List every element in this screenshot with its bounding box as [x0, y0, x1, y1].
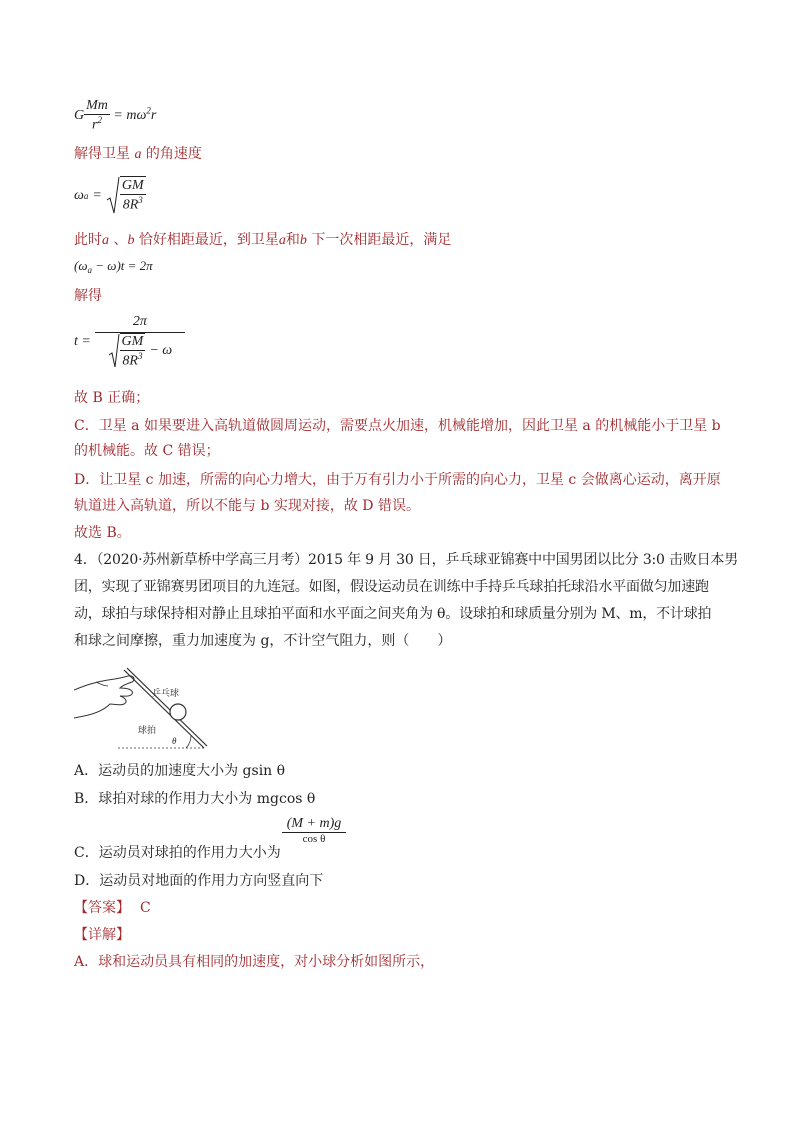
fraction-denominator: r [92, 117, 98, 133]
text-line [74, 496, 420, 516]
option-text: A．运动员的加速度大小为 gsin θ [74, 763, 286, 779]
text-segment: 和 [285, 232, 300, 248]
sqrt-icon [108, 333, 120, 369]
option-d [74, 871, 323, 891]
text-segment: 轨道进入高轨道，所以不能与 b 实现对接，故 D 错误。 [74, 498, 420, 514]
fraction-numerator: 2π [132, 314, 147, 329]
text-segment: A．球和运动员具有相同的加速度，对小球分析如图所示， [74, 954, 435, 970]
question-line [74, 577, 709, 597]
option-c [74, 843, 281, 863]
fraction-numerator: (M + m)g [286, 816, 342, 831]
formula-symbol: G [74, 108, 85, 124]
fraction-denominator: 8R [122, 353, 138, 369]
subscript: a [87, 265, 93, 275]
text-segment: 4．（2020·苏州新草桥中学高三月考）2015 年 9 月 30 日，乒乓球亚锦赛中中国男团以比分 3:0 击败日本男 [74, 552, 739, 568]
text-segment: 和球之间摩擦，重力加速度为 g，不计空气阻力，则（ ） [74, 633, 452, 649]
text-line [74, 230, 451, 251]
racket-label: 球拍 [138, 726, 157, 736]
variable: b [127, 233, 135, 248]
text-line [74, 441, 220, 461]
option-a [74, 761, 285, 781]
formula-symbol: ω [74, 188, 84, 203]
formula-part: − ω)t = 2π [92, 258, 153, 273]
equals-sign: = [92, 188, 102, 203]
subscript: a [83, 191, 89, 201]
text-segment: D．让卫星 c 加速，所需的向心力增大，由于万有引力小于所需的向心力，卫星 c 会做离心运动，离开原 [74, 472, 721, 488]
text-segment: 团，实现了亚锦赛男团项目的九连冠。如图，假设运动员在训练中手持乒乓球拍托球沿水平面做匀加速跑 [74, 579, 709, 595]
question-line [74, 550, 738, 570]
text-segment: C．卫星 a 如果要进入高轨道做圆周运动，需要点火加速，机械能增加，因此卫星 a 的机械能小于卫星 b [74, 418, 721, 434]
text-segment: 解得 [74, 288, 102, 304]
exponent: 3 [138, 195, 143, 206]
option-b [74, 789, 315, 809]
formula-fraction [95, 314, 185, 370]
sqrt-body [120, 333, 146, 370]
text-segment: 的机械能。故 C 错误； [74, 443, 220, 459]
formula-relation [74, 258, 153, 275]
answer-line [74, 898, 151, 918]
fraction-numerator: GM [121, 178, 144, 194]
variable: b [299, 233, 307, 248]
variable: a [134, 147, 142, 162]
text-line [74, 388, 149, 408]
formula-rhs-tail: r [150, 108, 157, 124]
option-text: C．运动员对球拍的作用力大小为 [74, 845, 281, 861]
detail-label [74, 925, 130, 945]
text-segment: 下一次相距最近，满足 [311, 232, 452, 248]
formula-part: (ω [74, 258, 88, 273]
fraction-denominator: cos θ [302, 833, 326, 845]
angle-label: θ [172, 736, 177, 746]
option-text: B．球拍对球的作用力大小为 mgcos θ [74, 791, 316, 807]
fraction-numerator: GM [121, 334, 144, 349]
text-line [74, 286, 102, 306]
formula-angular-velocity [74, 176, 146, 216]
text-line [74, 470, 721, 490]
hand-racket-icon [74, 664, 214, 752]
answer-value: C [140, 900, 151, 916]
text-line [74, 144, 202, 165]
option-text: D．运动员对地面的作用力方向竖直向下 [74, 873, 324, 889]
formula-part: − ω [149, 343, 173, 359]
exponent: 2 [146, 105, 151, 116]
formula-lhs: t = [74, 333, 91, 349]
sqrt-body [120, 176, 146, 214]
variable: a [102, 233, 109, 248]
text-segment: 恰好相距最近，到卫星 [138, 232, 279, 248]
ball-label: 乒乓球 [152, 689, 180, 699]
sqrt-icon [106, 176, 120, 216]
detail-line [74, 952, 434, 972]
racket-figure [74, 664, 214, 752]
text-segment: 、 [113, 232, 128, 248]
text-segment: 故选 B。 [74, 525, 131, 541]
exponent: 3 [137, 351, 143, 361]
text-segment: 此时 [74, 232, 102, 248]
question-line [74, 604, 711, 624]
formula-gravitation [74, 98, 156, 134]
fraction-numerator: Mm [86, 98, 108, 113]
formula-option-c [282, 816, 346, 845]
text-segment: 故 B 正确； [74, 390, 150, 406]
formula-fraction [282, 816, 346, 845]
variable: a [278, 233, 286, 248]
exponent: 2 [97, 115, 102, 125]
text-line [74, 416, 721, 436]
formula-fraction [84, 98, 110, 134]
text-segment: 动，球拍与球保持相对静止且球拍平面和水平面之间夹角为 θ。设球拍和球质量分别为 M、m，不计球拍 [74, 606, 712, 622]
answer-label: 【答案】 [74, 900, 130, 916]
text-line [74, 523, 131, 543]
formula-time [74, 314, 185, 370]
question-line [74, 631, 451, 651]
text-segment: 的角速度 [145, 146, 202, 162]
text-segment: 解得卫星 [74, 146, 130, 162]
fraction-denominator: 8R [122, 197, 139, 213]
detail-heading: 【详解】 [74, 927, 130, 943]
formula-rhs: = mω [113, 108, 147, 124]
